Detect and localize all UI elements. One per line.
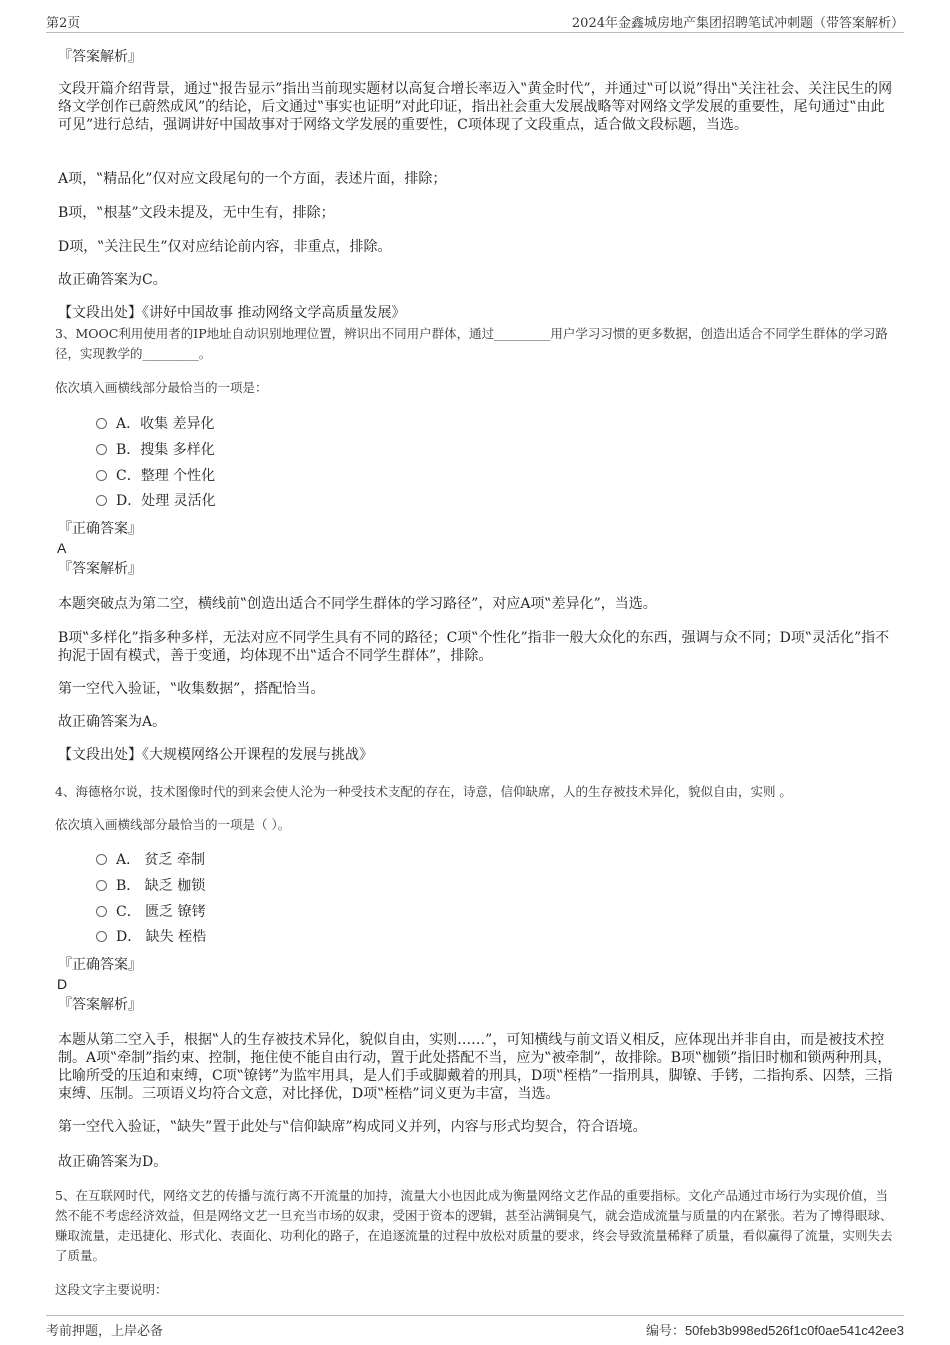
q3-analysis-p1: 本题突破点为第二空，横线前‟创造出适合不同学生群体的学习路径”，对应A项‟差异化”，当选。: [58, 596, 657, 612]
radio-icon[interactable]: [96, 906, 107, 917]
q2-analysis-p1: 文段开篇介绍背景，通过‟报告显示”指出当前现实题材以高复合增长率迈入‟黄金时代”，并通过‟可以说”得出‟关注社会、关注民生的网络文学创作已蔚然成风”的结论，后文通过‟事实也证明”对此印证，指出社会重大发展战略等对网络文学发展的重要性，尾句通过‟由此可见”进行总结，强调讲好中国故事对于网络文学发展的重要性，C项体现了文段重点，适合做文段标题，当选。: [58, 81, 893, 133]
q3-option-d[interactable]: D．处理 灵活化: [96, 492, 216, 510]
q4-analysis-p2: 第一空代入验证，‟缺失”置于此处与‟信仰缺席”构成同义并列，内容与形式均契合，符合语境。: [58, 1119, 647, 1135]
q3-option-a[interactable]: A．收集 差异化: [96, 415, 215, 433]
document-title: 2024年金鑫城房地产集团招聘笔试冲刺题（带答案解析）: [571, 16, 904, 31]
q3-analysis-p3: 第一空代入验证，‟收集数据”，搭配恰当。: [58, 681, 325, 697]
document-code-label: 编号：: [645, 1323, 685, 1338]
q3-prompt: 依次填入画横线部分最恰当的一项是：: [55, 380, 268, 395]
q4-correct-tag: 『正确答案』: [58, 957, 142, 973]
radio-icon[interactable]: [96, 931, 107, 942]
q2-analysis-p5: 故正确答案为C。: [58, 272, 167, 288]
q3-answer: A: [57, 540, 67, 556]
radio-icon[interactable]: [96, 495, 107, 506]
q4-option-d[interactable]: D． 缺失 桎梏: [96, 928, 206, 946]
q3-option-b[interactable]: B．搜集 多样化: [96, 441, 215, 459]
footer-slogan: 考前押题，上岸必备: [46, 1324, 164, 1339]
q3-option-c[interactable]: C．整理 个性化: [96, 467, 215, 485]
radio-icon[interactable]: [96, 470, 107, 481]
q4-analysis-p1: 本题从第二空入手，根据‟人的生存被技术异化，貌似自由，实则……”，可知横线与前文语义相反，应体现出并非自由，而是被技术控制。A项‟牵制”指约束、控制，拖住使不能自由行动，置于此处搭配不当，应为‟被牵制”，故排除。B项‟枷锁”指旧时枷和锁两种刑具，比喻所受的压迫和束缚，C项‟镣铐”为监牢用具，是人们手或脚戴着的刑具，D项‟桎梏”一指刑具，脚镣、手铐，二指拘系、囚禁，三指束缚、压制。三项语义均符合文意，对比择优，D项‟桎梏”词义更为丰富，当选。: [58, 1032, 893, 1102]
q4-stem: 4、海德格尔说，技术图像时代的到来会使人沦为一种受技术支配的存在，诗意，信仰缺席，人的生存被技术异化，貌似自由，实则 。: [55, 784, 792, 799]
q3-analysis-p2: B项‟多样化”指多种多样，无法对应不同学生具有不同的路径；C项‟个性化”指非一般大众化的东西，强调与众不同；D项‟灵活化”指不拘泥于固有模式，善于变通，均体现不出‟适合不同学生群体”，排除。: [58, 630, 890, 664]
q4-analysis-p3: 故正确答案为D。: [58, 1154, 168, 1170]
q3-stem: 3、MOOC利用使用者的IP地址自动识别地理位置，辨识出不同用户群体，通过_________用户学习习惯的更多数据，创造出适合不同学生群体的学习路径，实现教学的_________。: [55, 326, 888, 361]
q2-analysis-tag: 『答案解析』: [58, 49, 142, 65]
q3-source: 【文段出处】《大规模网络公开课程的发展与挑战》: [58, 747, 373, 763]
radio-icon[interactable]: [96, 880, 107, 891]
q4-analysis-tag: 『答案解析』: [58, 997, 142, 1013]
page-number: 第2页: [46, 16, 81, 31]
q4-option-c[interactable]: C． 匮乏 镣铐: [96, 903, 206, 921]
q2-source: 【文段出处】《讲好中国故事 推动网络文学高质量发展》: [58, 305, 406, 321]
document-code: [646, 1320, 904, 1339]
q3-correct-tag: 『正确答案』: [58, 521, 142, 537]
page-header: [46, 12, 904, 33]
q4-option-b[interactable]: B． 缺乏 枷锁: [96, 877, 205, 895]
q3-analysis-p4: 故正确答案为A。: [58, 714, 167, 730]
page-footer: [46, 1315, 904, 1337]
q2-analysis-p2: A项，‟精品化”仅对应文段尾句的一个方面，表述片面，排除；: [58, 171, 447, 187]
q2-analysis-p4: D项，‟关注民生”仅对应结论前内容，非重点，排除。: [58, 239, 392, 255]
radio-icon[interactable]: [96, 444, 107, 455]
q4-answer: D: [57, 976, 68, 992]
radio-icon[interactable]: [96, 854, 107, 865]
q3-analysis-tag: 『答案解析』: [58, 561, 142, 577]
document-code-value: 50feb3b998ed526f1c0f0ae541c42ee3: [684, 1323, 904, 1338]
q5-prompt: 这段文字主要说明：: [55, 1282, 168, 1297]
q4-option-a[interactable]: A． 贫乏 牵制: [96, 851, 205, 869]
q4-prompt: 依次填入画横线部分最恰当的一项是（ ）。: [55, 817, 291, 832]
radio-icon[interactable]: [96, 418, 107, 429]
q5-stem: 5、在互联网时代，网络文艺的传播与流行离不开流量的加持，流量大小也因此成为衡量网络文艺作品的重要指标。文化产品通过市场行为实现价值，当然不能不考虑经济效益，但是网络文艺一旦充当市场的奴隶，受困于资本的逻辑，甚至沾满铜臭气，就会造成流量与质量的内在紧张。若为了博得眼球、赚取流量，走迅捷化、形式化、表面化、功利化的路子，在追逐流量的过程中放松对质量的要求，终会导致流量稀释了质量，看似赢得了流量，实则失去了质量。: [55, 1188, 893, 1263]
q2-analysis-p3: B项，‟根基”文段未提及，无中生有，排除；: [58, 205, 335, 221]
